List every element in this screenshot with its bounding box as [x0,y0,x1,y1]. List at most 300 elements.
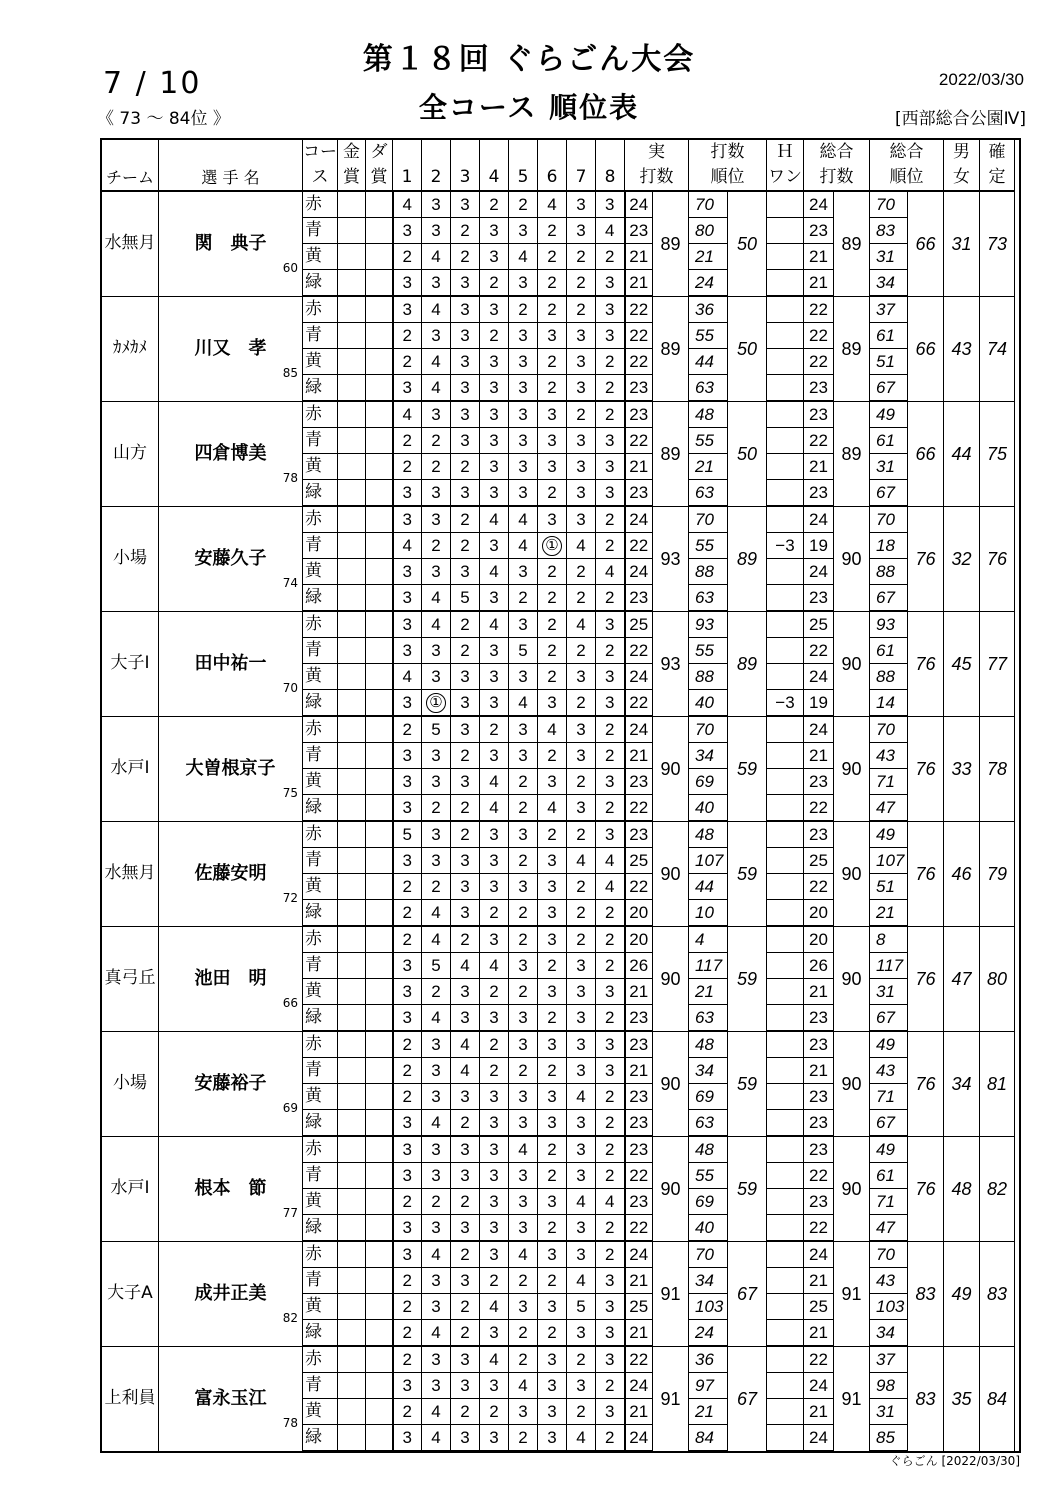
table-row [102,1346,1015,1373]
hole-score: 2 [509,191,538,218]
player-name-text: 根本 節 [194,1177,267,1199]
da-award-cell [366,953,393,979]
hole-score: 3 [480,1320,509,1347]
hole-score: 2 [393,1084,422,1110]
hole-score: 4 [509,244,538,270]
hole-score: 2 [509,795,538,822]
course-total-rank: 31 [870,244,908,270]
hole-score: 2 [509,1346,538,1373]
team-name: 水無月 [102,821,159,926]
course-name: 緑 [303,480,338,507]
course-rank: 4 [689,926,728,953]
da-award-cell [366,874,393,900]
hole-score: 3 [422,218,451,244]
hole-score: 3 [451,1005,480,1032]
course-subtotal: 24 [625,1373,653,1399]
gold-award-cell [338,638,366,664]
course-rank: 21 [689,244,728,270]
hole-score: 2 [393,874,422,900]
hole-in-one-bonus [767,848,804,874]
gender-rank: 35 [944,1346,980,1451]
actual-strokes: 91 [653,1346,689,1451]
hole-score: 2 [480,900,509,927]
course-total-rank: 93 [870,611,908,638]
hole-score: 4 [422,585,451,612]
course-total: 21 [804,270,834,297]
hole-score: 3 [509,874,538,900]
da-award-cell [366,270,393,297]
actual-strokes: 91 [653,1241,689,1346]
player-name-text: 大曽根京子 [185,757,276,779]
final-rank: 74 [980,296,1015,401]
actual-strokes: 89 [653,401,689,506]
hole-score: 3 [596,323,625,349]
gold-award-cell [338,821,366,848]
hole-score: 3 [422,1058,451,1084]
course-subtotal: 22 [625,1163,653,1189]
player-age: 74 [282,575,298,590]
final-header-2: 定 [980,165,1015,191]
course-name: 赤 [303,1241,338,1268]
da-award-cell [366,611,393,638]
gender-rank: 46 [944,821,980,926]
hole-score: 4 [451,953,480,979]
course-total-rank: 98 [870,1373,908,1399]
gold-award-cell [338,690,366,717]
hole-score: 3 [451,1425,480,1452]
course-total-rank: 117 [870,953,908,979]
course-rank: 63 [689,480,728,507]
player-age: 78 [282,1415,298,1430]
hole-score: 3 [567,979,596,1005]
player-name-text: 安藤裕子 [194,1072,267,1094]
hole-score: 4 [422,926,451,953]
course-total-rank: 103 [870,1294,908,1320]
final-rank: 77 [980,611,1015,716]
gender-header: 男 [944,140,980,166]
course-total-rank: 85 [870,1425,908,1452]
hole-score: 4 [596,559,625,585]
hole-score: 3 [393,1136,422,1163]
actual-strokes: 89 [653,191,689,296]
course-name: 赤 [303,296,338,323]
hole-score [538,533,567,559]
da-award-cell [366,454,393,480]
da-award-cell [366,1399,393,1425]
hole-score: 3 [509,664,538,690]
hole-score: 4 [422,244,451,270]
hole-score: 2 [451,926,480,953]
hole-score: 2 [596,1215,625,1242]
hole-header: 1 [393,165,422,191]
venue: [西部総合公園Ⅳ] [895,109,1026,129]
hole-score: 3 [538,1373,567,1399]
hole-in-one-bonus [767,900,804,927]
hole-score: 3 [596,270,625,297]
course-name: 青 [303,638,338,664]
course-subtotal: 22 [625,323,653,349]
hole-score: 4 [509,506,538,533]
course-rank: 55 [689,428,728,454]
actual-strokes: 89 [653,296,689,401]
player-name [159,191,303,296]
hole-score: 4 [567,1084,596,1110]
course-name: 緑 [303,270,338,297]
course-name: 赤 [303,611,338,638]
course-subtotal: 25 [625,1294,653,1320]
team-name: 山方 [102,401,159,506]
course-name: 緑 [303,690,338,717]
hole-score: 3 [393,506,422,533]
hole-score: 3 [509,611,538,638]
hole-in-one-bonus [767,244,804,270]
total-strokes: 90 [834,506,870,611]
course-total-rank: 21 [870,900,908,927]
gender-rank: 32 [944,506,980,611]
hole-score: 3 [393,218,422,244]
hole-score: 2 [538,664,567,690]
course-rank: 36 [689,296,728,323]
h-one-header-2: ワン [767,165,804,191]
hole-score: 4 [567,848,596,874]
hole-score: 3 [393,1425,422,1452]
player-name [159,821,303,926]
player-age: 72 [282,890,298,905]
total-strokes: 90 [834,716,870,821]
course-name: 青 [303,323,338,349]
hole-score: 3 [451,323,480,349]
hole-score: 2 [393,428,422,454]
course-subtotal: 23 [625,1031,653,1058]
hole-score: 3 [393,296,422,323]
gold-award-cell [338,1031,366,1058]
da-award-cell [366,1163,393,1189]
hole-in-one-bonus [767,323,804,349]
course-total-rank: 67 [870,585,908,612]
table-row [102,1241,1015,1268]
hole-score: 3 [451,191,480,218]
total-header-2: 打数 [804,165,870,191]
player-name-text: 安藤久子 [194,547,267,569]
hole-score: 3 [567,1110,596,1137]
gold-award-cell [338,270,366,297]
hole-in-one-bonus: −3 [767,533,804,559]
course-rank: 63 [689,585,728,612]
hole-score: 4 [422,611,451,638]
hole-score: 3 [596,1320,625,1347]
da-award-cell [366,664,393,690]
course-total-rank: 31 [870,979,908,1005]
hole-in-one-bonus [767,638,804,664]
hole-header: 5 [509,165,538,191]
da-award-cell [366,1110,393,1137]
hole-score: 2 [538,349,567,375]
course-total-rank: 107 [870,848,908,874]
gold-award-cell [338,716,366,743]
da-header-2: 賞 [366,165,393,191]
hole-score: 3 [567,1136,596,1163]
da-award-cell [366,480,393,507]
hole-score: 3 [480,1215,509,1242]
course-subtotal: 24 [625,506,653,533]
hole-score: 2 [509,1268,538,1294]
hole-score: 3 [422,1136,451,1163]
table-row [102,1136,1015,1163]
table-row [102,296,1015,323]
player-name [159,1241,303,1346]
player-age: 66 [282,995,298,1010]
course-rank: 10 [689,900,728,927]
hole-score: 3 [509,349,538,375]
course-total-rank: 34 [870,1320,908,1347]
hole-score: 3 [596,1399,625,1425]
hole-score: 4 [393,401,422,428]
course-subtotal: 24 [625,191,653,218]
course-subtotal: 21 [625,1058,653,1084]
total-rank: 76 [908,716,944,821]
final-rank: 83 [980,1241,1015,1346]
hole-score: 3 [596,769,625,795]
course-name: 赤 [303,1031,338,1058]
gold-award-cell [338,1136,366,1163]
course-total-rank: 67 [870,1110,908,1137]
hole-score: 2 [596,1110,625,1137]
hole-score: 3 [480,1189,509,1215]
hole-score: 3 [422,769,451,795]
course-rank: 88 [689,664,728,690]
da-award-cell [366,296,393,323]
course-name: 黄 [303,874,338,900]
hole-score: 3 [538,690,567,717]
hole-score: 3 [509,218,538,244]
hole-in-one-bonus [767,769,804,795]
course-total-rank: 51 [870,349,908,375]
hole-score: 3 [567,191,596,218]
hole-score: 3 [596,1294,625,1320]
course-subtotal: 25 [625,611,653,638]
gold-award-cell [338,1058,366,1084]
gold-award-cell [338,1241,366,1268]
course-name: 黄 [303,1399,338,1425]
gold-award-cell [338,533,366,559]
header-row-bottom [102,165,1015,191]
hole-score: 2 [509,926,538,953]
hole-score: 2 [509,979,538,1005]
hole-score: 3 [538,1189,567,1215]
hole-score: 2 [393,454,422,480]
gold-award-cell [338,296,366,323]
hole-score: 2 [393,244,422,270]
actual-strokes: 90 [653,716,689,821]
hole-score: 3 [596,1346,625,1373]
course-subtotal: 23 [625,585,653,612]
hole-score: 3 [596,690,625,717]
course-total: 23 [804,1189,834,1215]
hole-score: 2 [567,690,596,717]
course-name: 赤 [303,821,338,848]
hole-in-one-bonus: −3 [767,690,804,717]
course-rank: 55 [689,533,728,559]
course-subtotal: 23 [625,375,653,402]
strokes-rank: 59 [728,716,767,821]
da-award-cell [366,585,393,612]
course-total: 26 [804,953,834,979]
hole-score: 4 [509,533,538,559]
hole-header: 7 [567,165,596,191]
hole-in-one-bonus [767,1373,804,1399]
gold-award-cell [338,1346,366,1373]
course-total: 24 [804,191,834,218]
course-total: 25 [804,1294,834,1320]
hole-score: 2 [538,1268,567,1294]
hole-score: 2 [567,926,596,953]
course-subtotal: 21 [625,979,653,1005]
gold-award-cell [338,323,366,349]
course-total-rank: 61 [870,428,908,454]
hole-score: 3 [451,1084,480,1110]
hole-score: 2 [480,1058,509,1084]
hole-score: 2 [538,244,567,270]
course-total-rank: 67 [870,1005,908,1032]
hole-score: 3 [509,480,538,507]
hole-score: 4 [451,1058,480,1084]
da-award-cell [366,1294,393,1320]
da-award-cell [366,900,393,927]
hole-score: 4 [422,1320,451,1347]
final-rank: 81 [980,1031,1015,1136]
hole-score: 3 [451,559,480,585]
hole-score: 3 [451,270,480,297]
hole-score: 3 [596,480,625,507]
hole-score: 3 [480,428,509,454]
hole-in-one-bonus [767,1110,804,1137]
gold-award-cell [338,795,366,822]
hole-in-one-bonus [767,1215,804,1242]
hole-score: 3 [480,664,509,690]
hole-score: 2 [509,1320,538,1347]
hole-score: 2 [393,900,422,927]
course-name: 赤 [303,506,338,533]
hole-score: 3 [538,1346,567,1373]
hole-score: 4 [538,716,567,743]
hole-score: 2 [567,638,596,664]
hole-score: 3 [567,1031,596,1058]
hole-in-one-mark: ① [426,693,446,713]
hole-score: 2 [422,533,451,559]
gold-award-cell [338,1215,366,1242]
course-rank: 69 [689,769,728,795]
hole-in-one-bonus [767,1031,804,1058]
gold-award-cell [338,1320,366,1347]
player-name [159,1136,303,1241]
hole-score: 3 [538,900,567,927]
total-rank: 83 [908,1241,944,1346]
hole-score: 3 [509,559,538,585]
hole-score: 3 [538,428,567,454]
hole-score: 3 [596,611,625,638]
actual-strokes: 90 [653,1136,689,1241]
course-rank: 40 [689,1215,728,1242]
gold-award-cell [338,375,366,402]
hole-score: 4 [567,1268,596,1294]
hole-in-one-bonus [767,743,804,769]
hole-in-one-bonus [767,1346,804,1373]
hole-score: 2 [509,585,538,612]
course-name: 緑 [303,1005,338,1032]
gold-award-cell [338,218,366,244]
hole-score: 3 [567,1320,596,1347]
course-total-rank: 61 [870,1163,908,1189]
hole-score: 3 [480,533,509,559]
hole-score: 3 [480,926,509,953]
hole-score: 3 [509,821,538,848]
da-award-cell [366,506,393,533]
da-award-cell [366,559,393,585]
hole-score: 2 [393,716,422,743]
hole-score: 3 [538,848,567,874]
hole-score: 3 [480,1110,509,1137]
hole-score: 2 [538,1058,567,1084]
hole-in-one-bonus [767,874,804,900]
hole-score: 3 [393,611,422,638]
course-name: 黄 [303,1189,338,1215]
total-rank: 83 [908,1346,944,1451]
hole-score: 3 [393,480,422,507]
course-total-rank: 43 [870,1268,908,1294]
course-total: 23 [804,821,834,848]
hole-score: 3 [393,953,422,979]
course-subtotal: 23 [625,480,653,507]
course-total-rank: 47 [870,1215,908,1242]
gold-award-cell [338,1294,366,1320]
hole-score: 2 [451,506,480,533]
hole-score: 2 [538,1005,567,1032]
team-header: チーム [102,165,159,191]
player-name [159,1346,303,1451]
player-name [159,296,303,401]
hole-score: 4 [480,611,509,638]
hole-score: 3 [480,454,509,480]
hole-score: 3 [567,1058,596,1084]
da-award-cell [366,533,393,559]
hole-score: 3 [422,848,451,874]
da-award-cell [366,769,393,795]
actual-header-2: 打数 [625,165,689,191]
gold-award-cell [338,664,366,690]
da-award-cell [366,821,393,848]
course-total-rank: 71 [870,769,908,795]
hole-score: 2 [596,349,625,375]
player-age: 82 [282,1310,298,1325]
hole-score: 3 [509,454,538,480]
hole-header: 8 [596,165,625,191]
hole-score: 3 [509,1215,538,1242]
course-subtotal: 20 [625,900,653,927]
da-award-cell [366,979,393,1005]
player-age: 77 [282,1205,298,1220]
course-rank: 24 [689,270,728,297]
course-name: 緑 [303,1110,338,1137]
table-row [102,716,1015,743]
hole-score: 3 [393,1373,422,1399]
hole-score: 3 [538,1294,567,1320]
hole-score: 3 [451,480,480,507]
hole-score: 3 [480,821,509,848]
hole-score: 3 [538,926,567,953]
hole-score: 2 [509,900,538,927]
hole-score: 4 [538,795,567,822]
course-name: 黄 [303,559,338,585]
